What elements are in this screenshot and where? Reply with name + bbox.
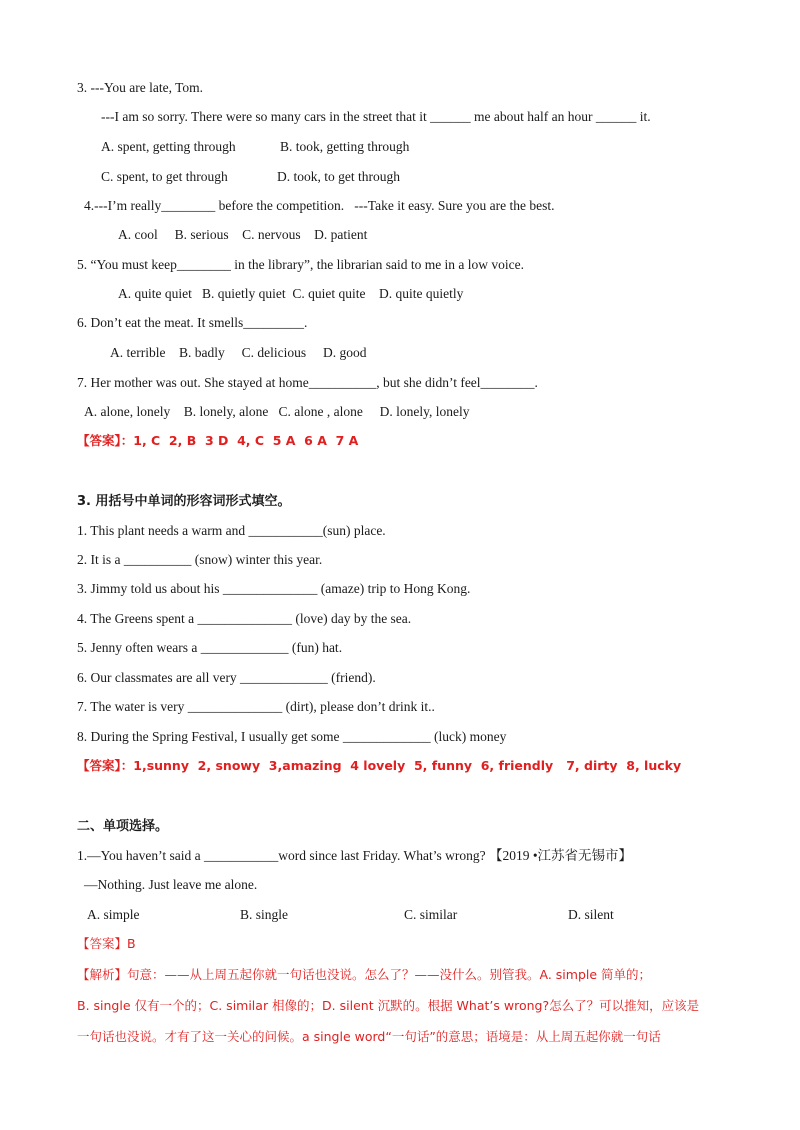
q4-line: 4.---I’m really________ before the competition. ---Take it easy. Sure you are the best. xyxy=(84,198,555,213)
q3-line2: ---I am so sorry. There were so many cars in the street that it ______ me about half an hour ______ it. xyxy=(101,109,651,124)
section-c-title: 二、单项选择。 xyxy=(77,819,169,834)
fill-item-8: 8. During the Spring Festival, I usually get some _____________ (luck) money xyxy=(77,729,507,744)
fill-item-7: 7. The water is very ______________ (dirt), please don’t drink it.. xyxy=(77,699,435,714)
sc-q1-line2: —Nothing. Just leave me alone. xyxy=(84,877,258,892)
q6-line: 6. Don’t eat the meat. It smells_________. xyxy=(77,315,308,330)
section-b-answer: 【答案】：1,sunny 2, snowy 3,amazing 4 lovely 5, funny 6, friendly 7, dirty 8, lucky xyxy=(77,758,682,773)
sc-q1-option-b: B. single xyxy=(240,907,289,922)
q3-option-c: C. spent, to get through xyxy=(101,169,228,184)
q7-line: 7. Her mother was out. She stayed at home__________, but she didn’t feel________. xyxy=(77,375,538,390)
section-b-title: 3. 用括号中单词的形容词形式填空。 xyxy=(77,494,291,509)
q7-options: A. alone, lonely B. lonely, alone C. alone , alone D. lonely, lonely xyxy=(84,404,470,419)
sc-q1-option-a: A. simple xyxy=(87,907,140,922)
sc-q1-option-c: C. similar xyxy=(404,907,458,922)
sc-analysis-line3: 一句话也没说。才有了这一关心的问候。a single word“一句话”的意思；语境是：从上周五起你就一句话 xyxy=(77,1029,661,1044)
fill-item-2: 2. It is a __________ (snow) winter this year. xyxy=(77,552,323,567)
sc-analysis-line1: 【解析】句意：——从上周五起你就一句话也没说。怎么了？——没什么。别管我。A. simple 简单的； xyxy=(77,967,652,982)
q5-options: A. quite quiet B. quietly quiet C. quiet quite D. quite quietly xyxy=(118,286,464,301)
q4-options: A. cool B. serious C. nervous D. patient xyxy=(118,227,368,242)
q6-options: A. terrible B. badly C. delicious D. good xyxy=(110,345,367,360)
q3-option-d: D. took, to get through xyxy=(277,169,400,184)
fill-item-5: 5. Jenny often wears a _____________ (fun) hat. xyxy=(77,640,343,655)
sc-answer: 【答案】B xyxy=(77,936,136,951)
fill-item-6: 6. Our classmates are all very _____________ (friend). xyxy=(77,670,376,685)
q3-option-b: B. took, getting through xyxy=(280,139,410,154)
q3-line1: 3. ---You are late, Tom. xyxy=(77,80,204,95)
q3-option-a: A. spent, getting through xyxy=(101,139,236,154)
fill-item-1: 1. This plant needs a warm and ___________(sun) place. xyxy=(77,523,386,538)
sc-q1-option-d: D. silent xyxy=(568,907,614,922)
fill-item-4: 4. The Greens spent a ______________ (love) day by the sea. xyxy=(77,611,412,626)
q5-line: 5. “You must keep________ in the library”, the librarian said to me in a low voice. xyxy=(77,257,525,272)
fill-item-3: 3. Jimmy told us about his ______________ (amaze) trip to Hong Kong. xyxy=(77,581,471,596)
section-a-answer: 【答案】：1, C 2, B 3 D 4, C 5 A 6 A 7 A xyxy=(77,433,359,448)
sc-q1-line1: 1.—You haven’t said a ___________word since last Friday. What’s wrong? 【2019 •江苏省无锡市】 xyxy=(77,848,633,863)
sc-analysis-line2: B. single 仅有一个的；C. similar 相像的；D. silent 沉默的。根据 What’s wrong?怎么了？可以推知，应该是 xyxy=(77,998,700,1013)
